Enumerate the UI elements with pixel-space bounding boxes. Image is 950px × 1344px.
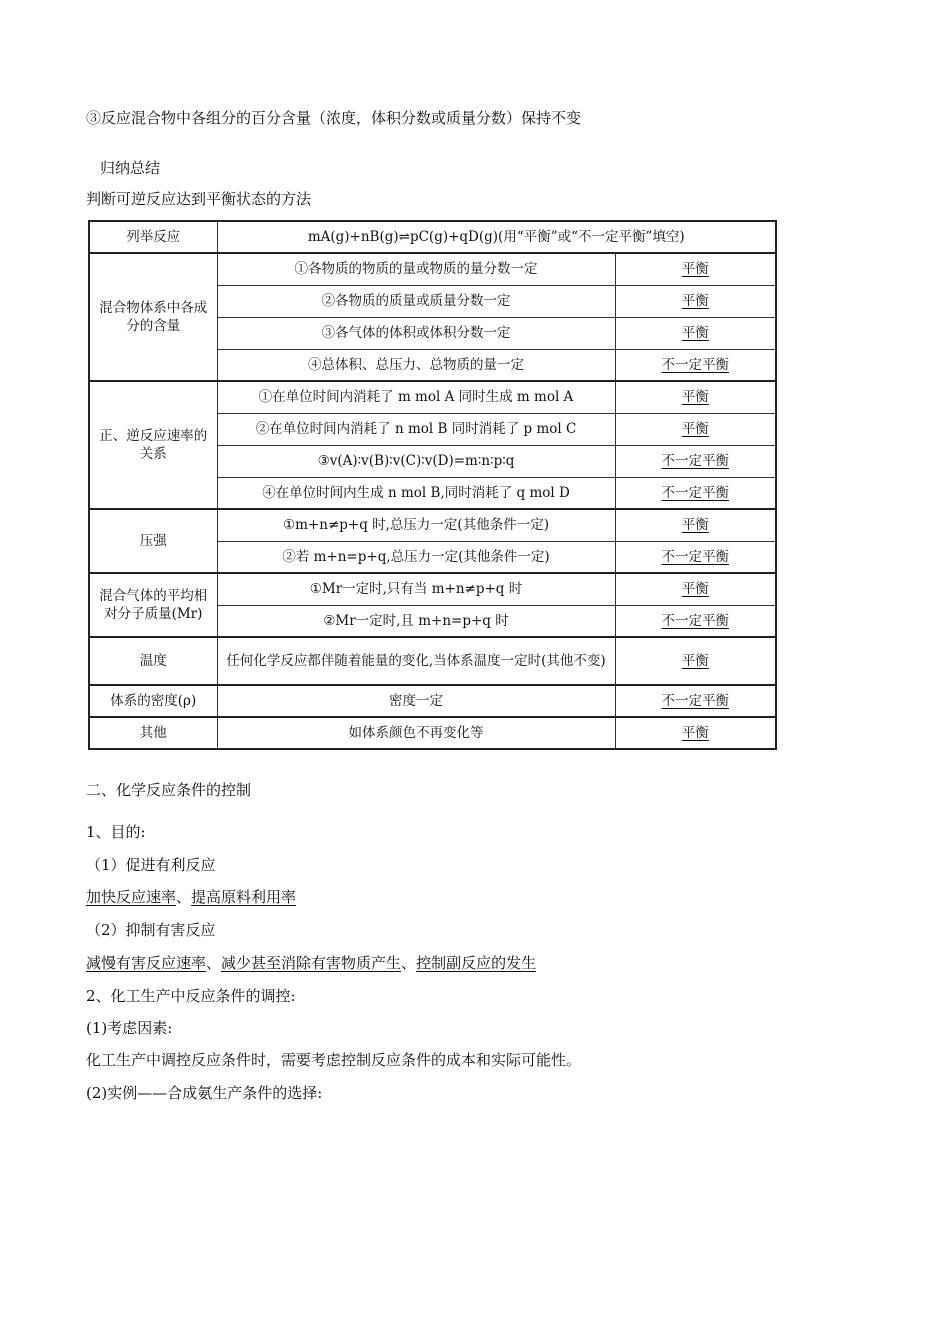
result-cell: 平衡 [615,381,776,413]
header-reaction: mA(g)+nB(g)⇌pC(g)+qD(g)(用“平衡”或“不一定平衡”填空) [217,221,776,253]
condition-cell: ②各物质的质量或质量分数一定 [217,285,615,317]
condition-cell: ①在单位时间内消耗了 m mol A 同时生成 m mol A [217,381,615,413]
condition-cell: ①m+n≠p+q 时,总压力一定(其他条件一定) [217,509,615,541]
table-row [89,253,776,285]
condition-cell: ③各气体的体积或体积分数一定 [217,317,615,349]
inhibit-heading: （2）抑制有害反应 [86,921,216,939]
separator: 、 [401,954,417,972]
factors-heading: (1)考虑因素: [86,1019,173,1037]
condition-cell: 任何化学反应都伴随着能量的变化,当体系温度一定时(其他不变) [217,637,615,685]
factors-text: 化工生产中调控反应条件时，需要考虑控制反应条件的成本和实际可能性。 [86,1051,582,1069]
condition-cell: ④在单位时间内生成 n mol B,同时消耗了 q mol D [217,477,615,509]
summary-title: 归纳总结 [100,159,161,177]
inhibit-answer-b: 减少甚至消除有害物质产生 [221,954,402,972]
result-cell: 平衡 [615,285,776,317]
result-cell: 不一定平衡 [615,605,776,637]
result-cell: 平衡 [615,573,776,605]
header-label: 列举反应 [89,221,217,253]
result-cell: 不一定平衡 [615,349,776,381]
condition-cell: ②若 m+n=p+q,总压力一定(其他条件一定) [217,541,615,573]
example-heading: (2)实例——合成氨生产条件的选择: [86,1084,323,1102]
condition-cell: ④总体积、总压力、总物质的量一定 [217,349,615,381]
table-row [89,717,776,749]
category-cell: 正、逆反应速率的关系 [89,381,217,509]
promote-heading: （1）促进有利反应 [86,856,216,874]
category-cell: 压强 [89,509,217,573]
table-row [89,573,776,605]
category-cell: 其他 [89,717,217,749]
promote-answer-b: 提高原料利用率 [191,888,297,906]
separator: 、 [206,954,222,972]
table-header-row [89,221,776,253]
result-cell: 平衡 [615,637,776,685]
table-row [89,637,776,685]
condition-cell: ③v(A)∶v(B)∶v(C)∶v(D)=m∶n∶p∶q [217,445,615,477]
result-cell: 平衡 [615,413,776,445]
category-cell: 混合气体的平均相对分子质量(Mr) [89,573,217,637]
result-cell: 平衡 [615,253,776,285]
purpose-heading: 1、目的: [86,823,146,841]
result-cell: 不一定平衡 [615,541,776,573]
condition-cell: ②Mr一定时,且 m+n=p+q 时 [217,605,615,637]
promote-answer-a: 加快反应速率 [86,888,177,906]
summary-subtitle: 判断可逆反应达到平衡状态的方法 [86,190,312,208]
condition-cell: ②在单位时间内消耗了 n mol B 同时消耗了 p mol C [217,413,615,445]
category-cell: 混合物体系中各成分的含量 [89,253,217,381]
inhibit-answers [86,953,536,973]
result-cell: 不一定平衡 [615,445,776,477]
section2-title: 二、化学反应条件的控制 [86,781,252,799]
result-cell: 平衡 [615,509,776,541]
condition-cell: ①Mr一定时,只有当 m+n≠p+q 时 [217,573,615,605]
condition-cell: 如体系颜色不再变化等 [217,717,615,749]
inhibit-answer-a: 减慢有害反应速率 [86,954,207,972]
table-row [89,685,776,717]
condition-cell: ①各物质的物质的量或物质的量分数一定 [217,253,615,285]
result-cell: 不一定平衡 [615,685,776,717]
condition-cell: 密度一定 [217,685,615,717]
result-cell: 平衡 [615,317,776,349]
table-row [89,381,776,413]
item3-text: ③反应混合物中各组分的百分含量（浓度，体积分数或质量分数）保持不变 [86,109,582,127]
inhibit-answer-c: 控制副反应的发生 [416,954,537,972]
result-cell: 平衡 [615,717,776,749]
table-row [89,509,776,541]
separator: 、 [176,888,192,906]
category-cell: 体系的密度(ρ) [89,685,217,717]
promote-answers [86,887,296,907]
category-cell: 温度 [89,637,217,685]
result-cell: 不一定平衡 [615,477,776,509]
control-heading: 2、化工生产中反应条件的调控: [86,987,296,1005]
equilibrium-table [88,220,777,750]
